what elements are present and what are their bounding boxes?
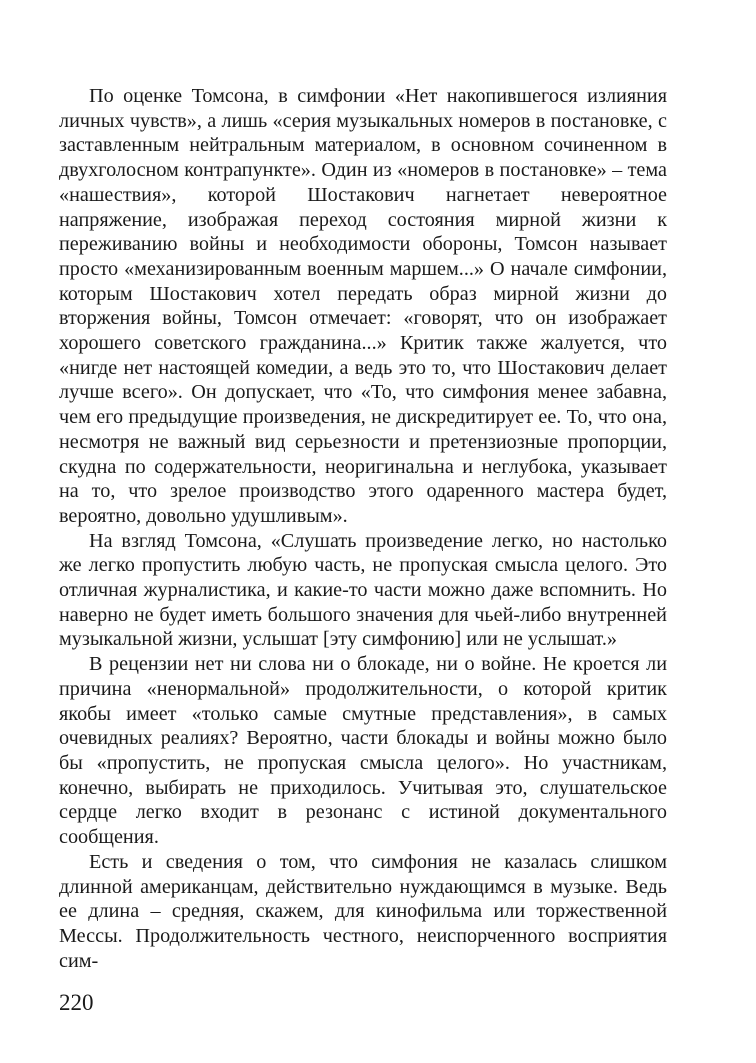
paragraph: Есть и сведения о том, что симфония не казалась слишком длинной американцам, действительно нуждающимся в музыке. Ведь ее длина – средняя, скажем, для кинофильма или торжественной Мессы. Продолжительность честного, неиспорченного восприятия сим- — [59, 850, 667, 972]
page-number: 220 — [59, 990, 94, 1015]
paragraph: В рецензии нет ни слова ни о блокаде, ни о войне. Не кроется ли причина «ненормальной» продолжительности, о которой критик якобы имеет «только самые смутные представления», в самых очевидных реалиях? Вероятно, части блокады и войны можно было бы «пропустить, не пропуская смысла целого». Но участникам, конечно, выбирать не приходилось. Учитывая это, слушательское сердце легко входит в резонанс с истиной документального сообщения. — [59, 653, 667, 849]
paragraph: На взгляд Томсона, «Слушать произведение легко, но настолько же легко пропустить любую часть, не пропуская смысла целого. Это отличная журналистика, и какие-то части можно даже вспомнить. Но наверно не будет иметь большого значения для чьей-либо внутренней музыкальной жизни, услышат [эту симфонию] или не услышат.» — [59, 529, 667, 651]
page-body — [59, 84, 667, 973]
paragraph: По оценке Томсона, в симфонии «Нет накопившегося излияния личных чувств», а лишь «серия музыкальных номеров в постановке, с заставленным нейтральным материалом, в основном сочиненном в двухголосном контрапункте». Один из «номеров в постановке» – тема «нашествия», которой Шостакович нагнетает невероятное напряжение, изображая переход состояния мирной жизни к переживанию войны и необходимости обороны, Томсон называет просто «механизированным военным маршем...» О начале симфонии, которым Шостакович хотел передать образ мирной жизни до вторжения войны, Томсон отмечает: «говорят, что он изображает хорошего советского гражданина...» Критик также жалуется, что «нигде нет настоящей комедии, а ведь это то, что Шостакович делает лучше всего». Он допускает, что «То, что симфония менее забавна, чем его предыдущие произведения, не дискредитирует ее. То, что она, несмотря не важный вид серьезности и претензиозные пропорции, скудна по содержательности, неоригинальна и неглубока, указывает на то, что зрелое производство этого одаренного мастера будет, вероятно, довольно удушливым». — [59, 85, 667, 527]
